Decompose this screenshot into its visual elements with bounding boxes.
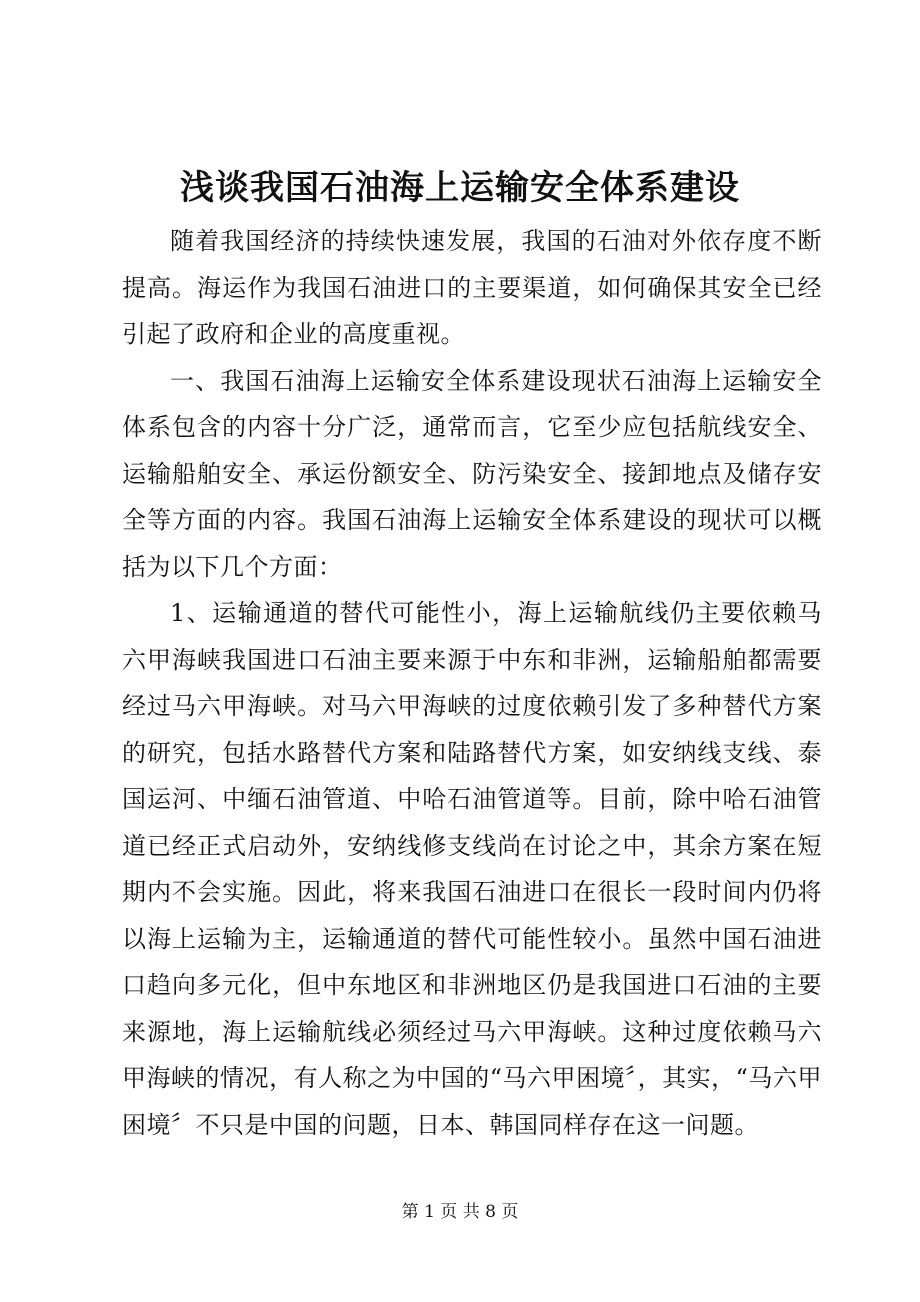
paragraph-section-one: 一、我国石油海上运输安全体系建设现状石油海上运输安全体系包含的内容十分广泛，通常而言，它至少应包括航线安全、运输船舶安全、承运份额安全、防污染安全、接卸地点及储存安全等方面的内容。我国石油海上运输安全体系建设的现状可以概括为以下几个方面： (122, 366, 822, 581)
page-footer: 第 1 页 共 8 页 (401, 1202, 519, 1222)
paragraph-intro: 随着我国经济的持续快速发展，我国的石油对外依存度不断提高。海运作为我国石油进口的主要渠道，如何确保其安全已经引起了政府和企业的高度重视。 (122, 227, 822, 348)
document-body (122, 218, 822, 1148)
document-title: 浅谈我国石油海上运输安全体系建设 (180, 168, 740, 208)
paragraph-point-one: 1、运输通道的替代可能性小，海上运输航线仍主要依赖马六甲海峡我国进口石油主要来源于中东和非洲，运输船舶都需要经过马六甲海峡。对马六甲海峡的过度依赖引发了多种替代方案的研究，包括水路替代方案和陆路替代方案，如安纳线支线、泰国运河、中缅石油管道、中哈石油管道等。目前，除中哈石油管道已经正式启动外，安纳线修支线尚在讨论之中，其余方案在短期内不会实施。因此，将来我国石油进口在很长一段时间内仍将以海上运输为主，运输通道的替代可能性较小。虽然中国石油进口趋向多元化，但中东地区和非洲地区仍是我国进口石油的主要来源地，海上运输航线必须经过马六甲海峡。这种过度依赖马六甲海峡的情况，有人称之为中国的“马六甲困境〞，其实，“马六甲困境〞不只是中国的问题，日本、韩国同样存在这一问题。 (122, 599, 822, 1139)
